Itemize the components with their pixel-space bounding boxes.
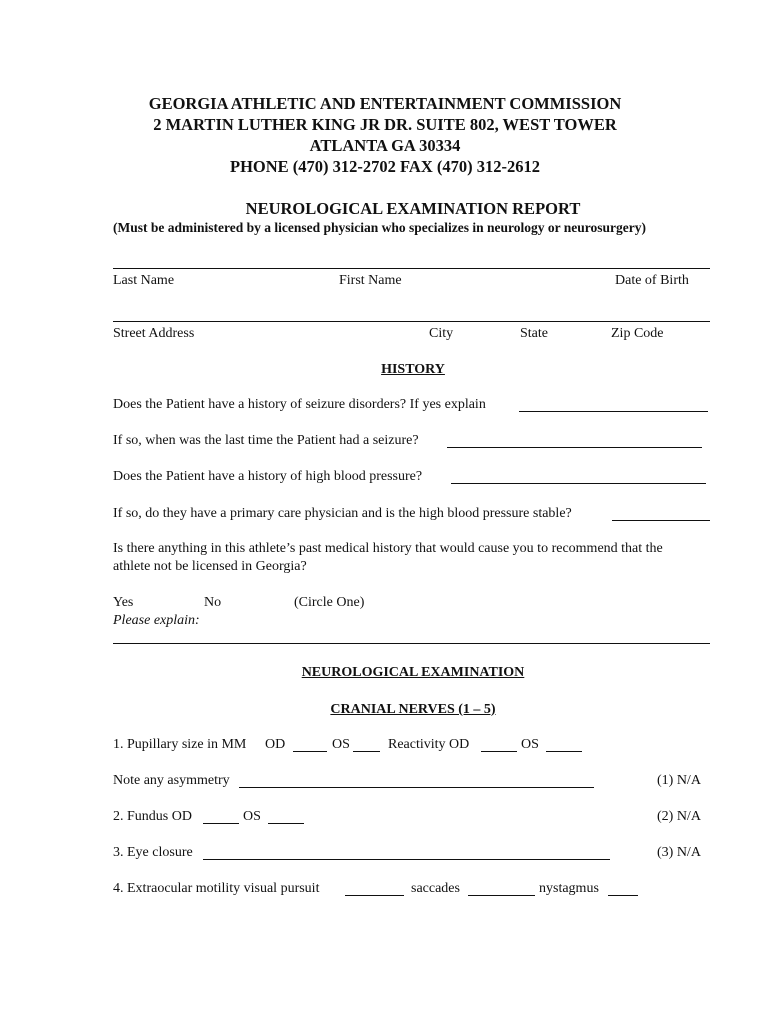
commission-name: GEORGIA ATHLETIC AND ENTERTAINMENT COMMISSION: [148, 94, 622, 113]
commission-phone-fax: PHONE (470) 312-2702 FAX (470) 312-2612: [230, 157, 540, 176]
date-of-birth-label: Date of Birth: [615, 273, 689, 288]
report-subtitle: (Must be administered by a licensed physician who specializes in neurology or neurosurgery): [113, 220, 647, 235]
explain-answer-line[interactable]: [113, 643, 710, 644]
city-label: City: [429, 326, 454, 341]
medical-history-question-line1: Is there anything in this athlete’s past medical history that would cause you to recommend that the: [113, 541, 663, 556]
street-address-label: Street Address: [113, 326, 195, 341]
blood-pressure-answer-line[interactable]: [451, 483, 706, 484]
address-field-line[interactable]: [113, 321, 710, 322]
seizure-history-answer-line[interactable]: [519, 411, 708, 412]
neuro-exam-heading: NEUROLOGICAL EXAMINATION: [301, 665, 525, 680]
eye-closure-field[interactable]: [203, 859, 610, 860]
medical-history-question-line2: athlete not be licensed in Georgia?: [113, 559, 307, 574]
saccades-label: saccades: [411, 881, 460, 896]
blood-pressure-question: Does the Patient have a history of high blood pressure?: [113, 469, 423, 484]
pupillary-od-label: OD: [265, 737, 286, 752]
primary-care-answer-line[interactable]: [612, 520, 710, 521]
extraocular-motility-label: 4. Extraocular motility visual pursuit: [113, 881, 320, 896]
fundus-od-field[interactable]: [203, 823, 239, 824]
asymmetry-label: Note any asymmetry: [113, 773, 230, 788]
history-heading: HISTORY: [381, 362, 445, 377]
no-option[interactable]: No: [204, 595, 222, 610]
last-seizure-question: If so, when was the last time the Patient had a seizure?: [113, 433, 419, 448]
first-name-label: First Name: [339, 273, 402, 288]
commission-address: 2 MARTIN LUTHER KING JR DR. SUITE 802, WEST TOWER: [153, 115, 617, 134]
last-name-label: Last Name: [113, 273, 175, 288]
yes-option[interactable]: Yes: [113, 595, 134, 610]
cranial-nerves-heading: CRANIAL NERVES (1 – 5): [330, 702, 496, 717]
zip-code-label: Zip Code: [611, 326, 664, 341]
report-title: NEUROLOGICAL EXAMINATION REPORT: [245, 199, 581, 218]
nystagmus-field[interactable]: [608, 895, 638, 896]
please-explain-label: Please explain:: [113, 613, 200, 628]
commission-city: ATLANTA GA 30334: [309, 136, 461, 155]
na-option-3[interactable]: (3) N/A: [657, 845, 701, 860]
reactivity-os-label: OS: [521, 737, 539, 752]
na-option-2[interactable]: (2) N/A: [657, 809, 701, 824]
fundus-os-field[interactable]: [268, 823, 304, 824]
asymmetry-field[interactable]: [239, 787, 594, 788]
fundus-od-label: 2. Fundus OD: [113, 809, 192, 824]
na-option-1[interactable]: (1) N/A: [657, 773, 701, 788]
pupillary-size-label: 1. Pupillary size in MM: [113, 737, 247, 752]
pupillary-os-field[interactable]: [353, 751, 380, 752]
nystagmus-label: nystagmus: [539, 881, 599, 896]
state-label: State: [520, 326, 548, 341]
eye-closure-label: 3. Eye closure: [113, 845, 193, 860]
last-seizure-answer-line[interactable]: [447, 447, 702, 448]
pupillary-od-field[interactable]: [293, 751, 327, 752]
seizure-history-question: Does the Patient have a history of seizure disorders? If yes explain: [113, 397, 486, 412]
primary-care-question: If so, do they have a primary care physician and is the high blood pressure stable?: [113, 506, 572, 521]
saccades-field[interactable]: [468, 895, 535, 896]
visual-pursuit-field[interactable]: [345, 895, 404, 896]
name-dob-field-line[interactable]: [113, 268, 710, 269]
reactivity-od-field[interactable]: [481, 751, 517, 752]
circle-one-instruction: (Circle One): [294, 595, 365, 610]
pupillary-os-label: OS: [332, 737, 350, 752]
fundus-os-label: OS: [243, 809, 261, 824]
reactivity-os-field[interactable]: [546, 751, 582, 752]
reactivity-od-label: Reactivity OD: [388, 737, 470, 752]
